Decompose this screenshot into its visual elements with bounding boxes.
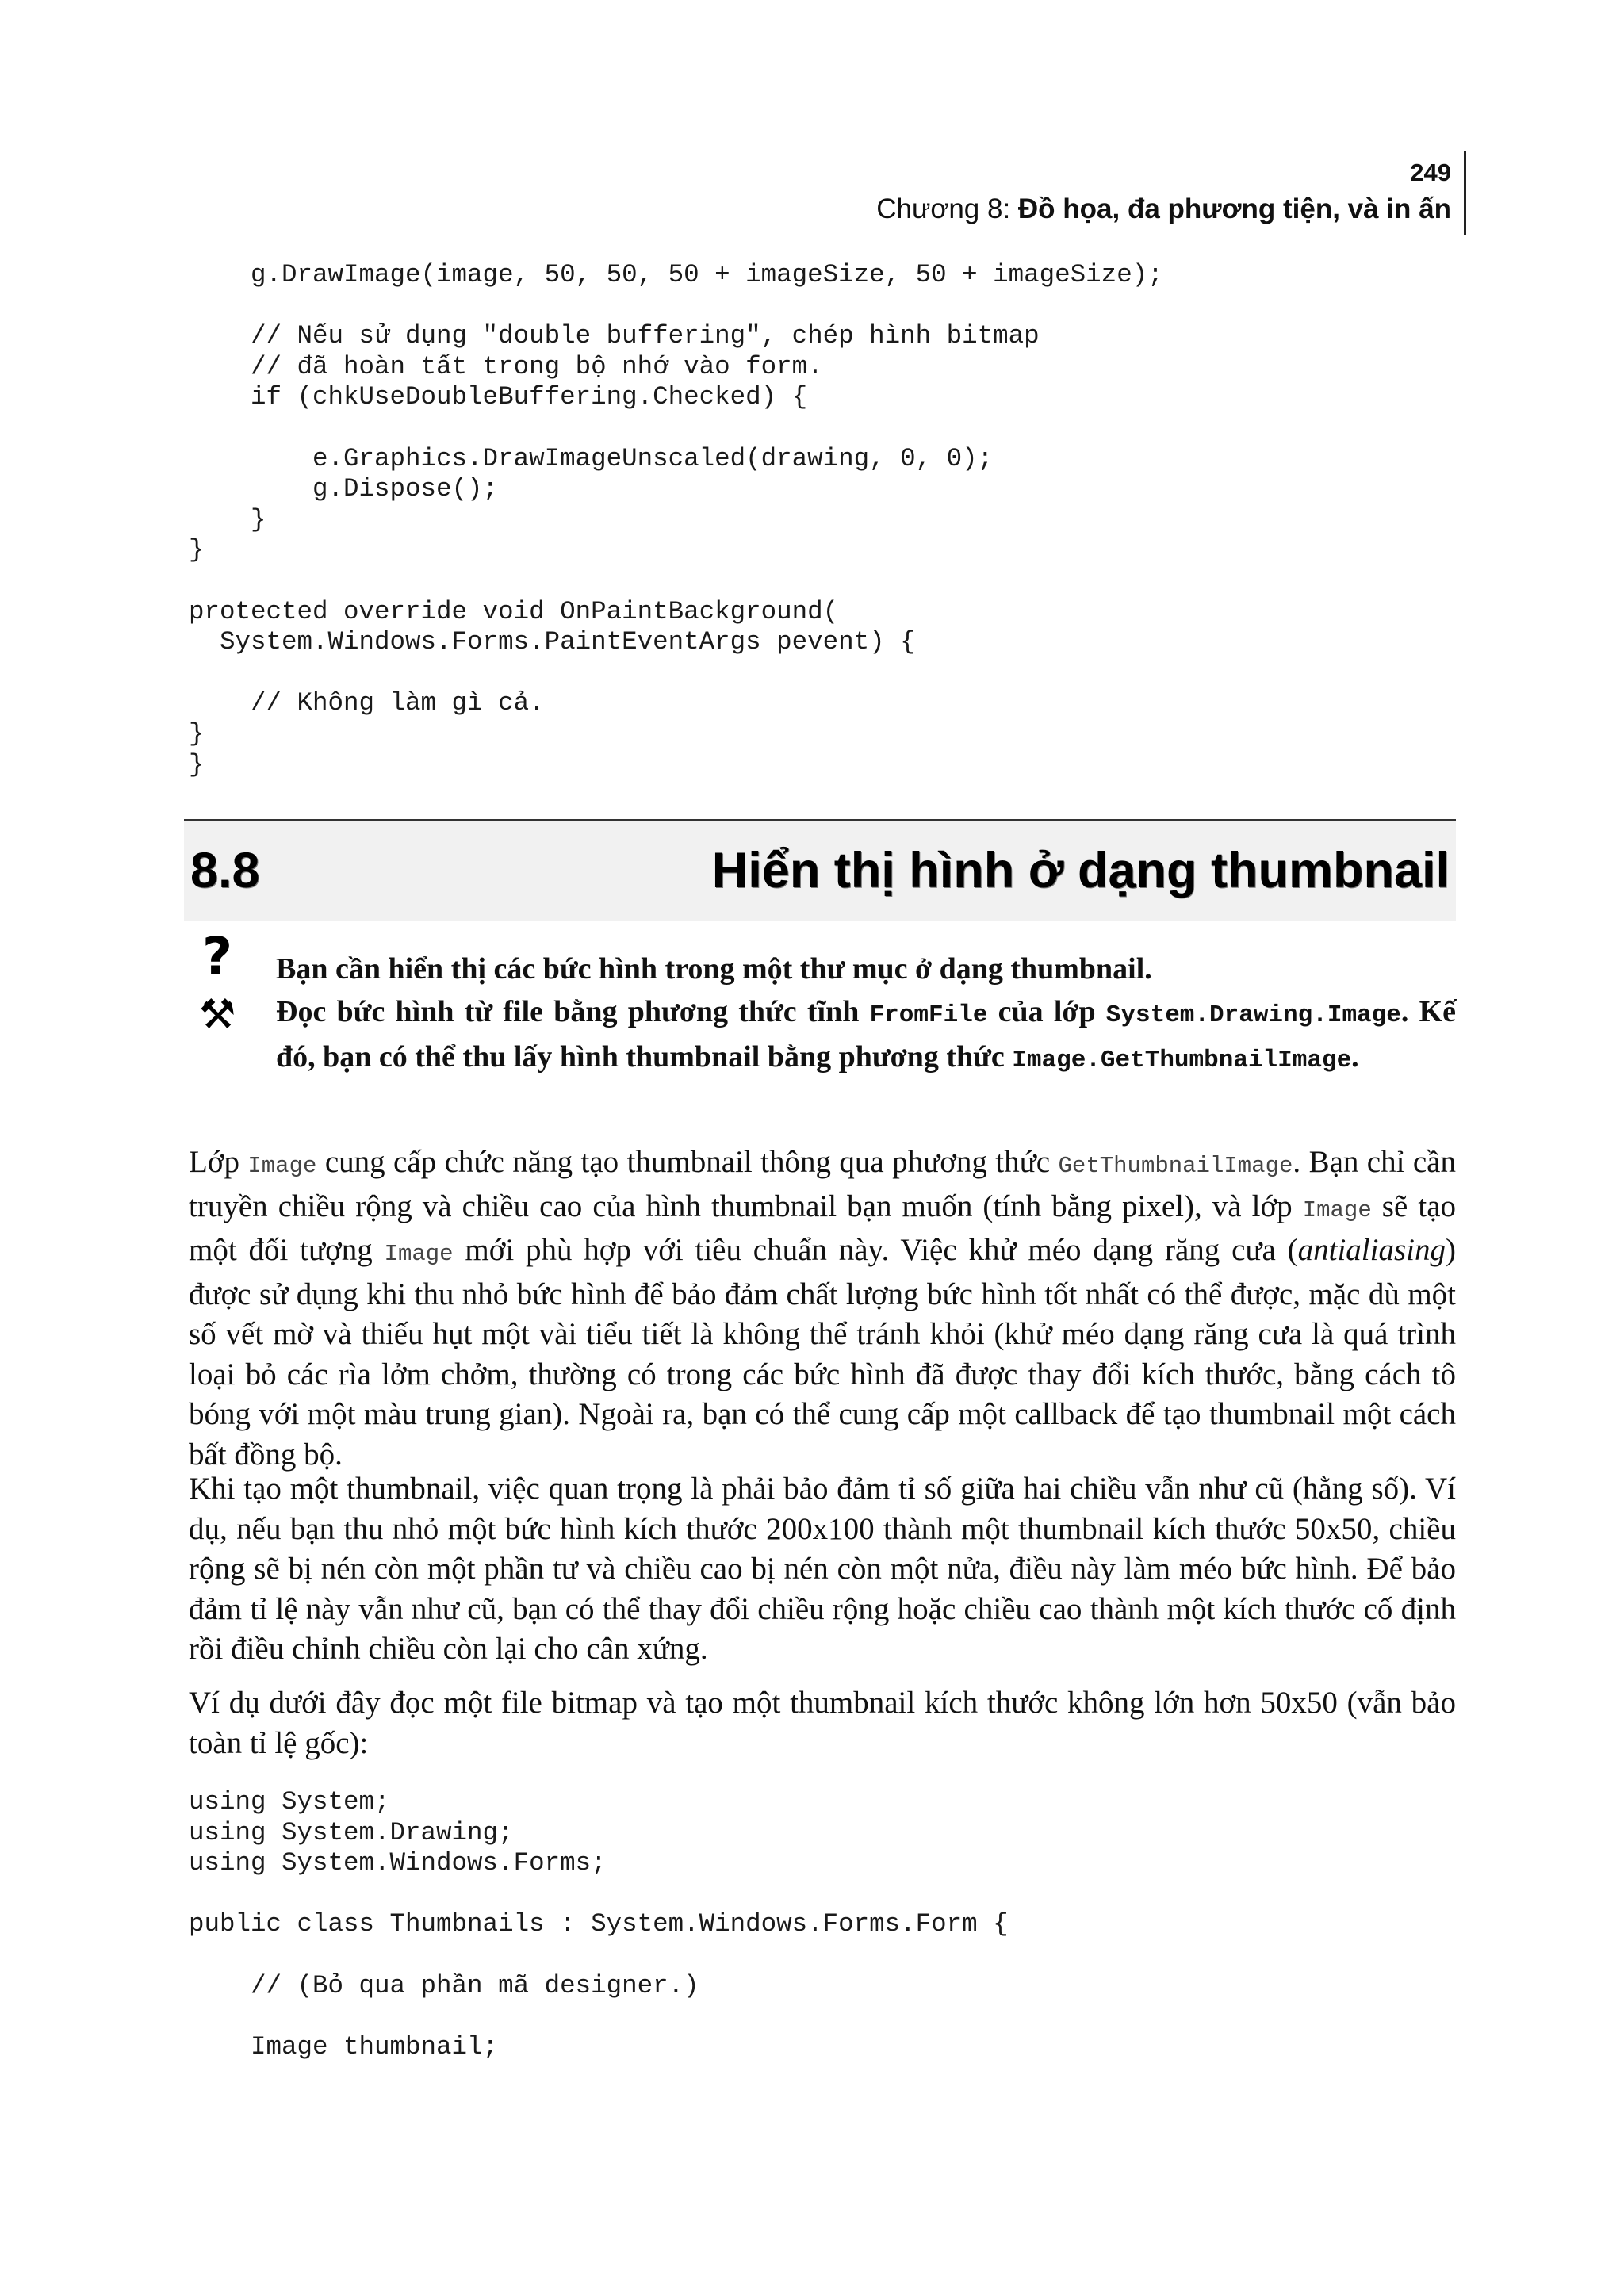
section-title: Hiển thị hình ở dạng thumbnail xyxy=(711,843,1450,898)
question-mark-icon: ? xyxy=(201,926,233,987)
p1-text-6: ) được sử dụng khi thu nhỏ bức hình để bảo đảm chất lượng bức hình tốt nhất có thể được, mặc dù một số vết mờ và thiếu hụt một vài tiểu tiết là không thể tránh khỏi (khử méo dạng răng cưa là quá trình loại bỏ các rìa lởm chởm, thường có trong các bức hình đã được thay đổi kích thước, bằng cách tô bóng với một màu trung gian). Ngoài ra, bạn có thể cung cấp một callback để tạo thumbnail một cách bất đồng bộ. xyxy=(189,1233,1456,1472)
page-number: 249 xyxy=(1410,159,1451,186)
p1-text-5: mới phù hợp với tiêu chuẩn này. Việc khử méo dạng răng cưa ( xyxy=(453,1233,1298,1267)
p1-code-image-3: Image xyxy=(384,1241,454,1267)
body-paragraph-2: Khi tạo một thumbnail, việc quan trọng là phải bảo đảm tỉ số giữa hai chiều vẫn như cũ (hằng số). Ví dụ, nếu bạn thu nhỏ một bức hình kích thước 200x100 thành một thumbnail kích thước 50x50, chiều rộng sẽ bị nén còn một phần tư và chiều cao bị nén còn một nửa, điều này làm méo bức hình. Để bảo đảm tỉ lệ này vẫn như cũ, bạn có thể thay đổi chiều rộng hoặc chiều cao thành một kích thước cố định rồi điều chỉnh chiều còn lại cho cân xứng. xyxy=(189,1472,1456,1666)
section-heading xyxy=(184,819,1456,921)
solution-text-4: . xyxy=(1351,1040,1359,1074)
page-header xyxy=(876,155,1451,228)
solution-text-2: của lớp xyxy=(987,995,1106,1028)
header-rule xyxy=(1464,151,1466,235)
solution-text-3: . Kế đó, bạn có thể thu lấy hình thumbnail bằng phương thức xyxy=(276,995,1456,1074)
body-paragraph-1 xyxy=(189,1143,1456,1475)
code-block-top: g.DrawImage(image, 50, 50, 50 + imageSize, 50 + imageSize); // Nếu sử dụng "double buffering", chép hình bitmap // đã hoàn tất trong bộ nhớ vào form. if (chkUseDoubleBuffering.Checked) { e.Graphics.DrawImageUnscaled(drawing, 0, 0); g.Dispose(); } } protected override void OnPaintBackground( System.Windows.Forms.PaintEventArgs pevent) { // Không làm gì cả. } } xyxy=(189,260,1163,779)
chapter-heading xyxy=(876,190,1451,228)
p1-code-image-2: Image xyxy=(1302,1196,1372,1223)
section-number: 8.8 xyxy=(190,843,260,898)
solution-code-getthumbnail: Image.GetThumbnailImage xyxy=(1012,1047,1352,1074)
solution-code-image-class: System.Drawing.Image xyxy=(1105,1001,1401,1029)
problem-statement: Bạn cần hiển thị các bức hình trong một thư mục ở dạng thumbnail. xyxy=(276,952,1152,986)
code-block-bottom: using System; using System.Drawing; using System.Windows.Forms; public class Thumbnails : System.Windows.Forms.Form { // (Bỏ qua phần mã designer.) Image thumbnail; xyxy=(189,1787,1009,2061)
p1-text-1: Lớp xyxy=(189,1145,248,1179)
body-paragraph-3: Ví dụ dưới đây đọc một file bitmap và tạo một thumbnail kích thước không lớn hơn 50x50 (vẫn bảo toàn tỉ lệ gốc): xyxy=(189,1686,1456,1760)
solution-statement xyxy=(276,991,1456,1081)
p1-italic-antialiasing: antialiasing xyxy=(1297,1233,1446,1267)
p1-text-2: cung cấp chức năng tạo thumbnail thông qua phương thức xyxy=(316,1145,1059,1179)
solution-code-fromfile: FromFile xyxy=(869,1001,988,1029)
p1-text-3: . Bạn chỉ cần truyền chiều rộng và chiều cao của hình thumbnail bạn muốn (tính bằng pixel), và lớp xyxy=(189,1145,1456,1223)
chapter-title: Đồ họa, đa phương tiện, và in ấn xyxy=(1017,193,1451,224)
tools-icon: ⚒ xyxy=(198,991,236,1039)
solution-text-1: Đọc bức hình từ file bằng phương thức tĩnh xyxy=(276,995,870,1028)
p1-code-image: Image xyxy=(247,1153,317,1179)
p1-text-4: sẽ tạo một đối tượng xyxy=(189,1189,1456,1267)
p1-code-getthumbnailimage: GetThumbnailImage xyxy=(1058,1153,1293,1179)
chapter-prefix: Chương 8: xyxy=(876,193,1018,224)
